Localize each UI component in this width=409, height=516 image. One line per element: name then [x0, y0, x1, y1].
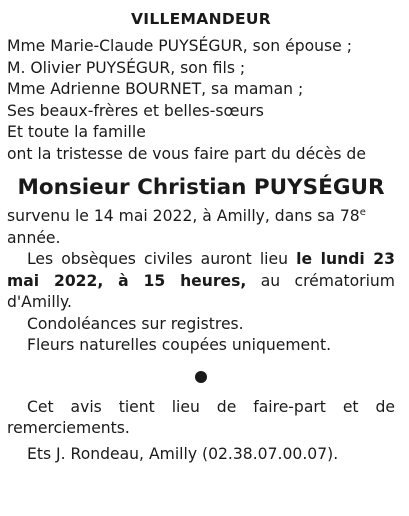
- funeral-date: le lundi 23 mai 2022, à 15 heures,: [7, 250, 395, 290]
- family-line-announcement: ont la tristesse de vous faire part du décès de: [7, 144, 366, 163]
- funeral-text-after: au crématorium d'Amilly.: [7, 271, 395, 311]
- separator-bullet-icon: [195, 371, 207, 383]
- town-heading: VILLEMANDEUR: [130, 10, 272, 28]
- deceased-name: Monsieur Christian PUYSÉGUR: [17, 175, 385, 200]
- condolences-line: Condoléances sur registres.: [27, 314, 244, 333]
- ordinal-suffix: e: [359, 207, 366, 218]
- family-line-in-laws: Ses beaux-frères et belles-sœurs: [7, 101, 264, 120]
- family-line-spouse: Mme Marie-Claude PUYSÉGUR, son épouse ;: [7, 37, 352, 55]
- death-details: [7, 206, 395, 249]
- closing-line: Cet avis tient lieu de faire-part et de remerciements.: [7, 397, 395, 437]
- family-line-family: Et toute la famille: [7, 123, 146, 141]
- flowers-line: Fleurs naturelles coupées uniquement.: [27, 336, 332, 354]
- family-line-son: M. Olivier PUYSÉGUR, son fils ;: [7, 58, 246, 77]
- funeral-details: [7, 249, 395, 314]
- death-text: survenu le 14 mai 2022, à Amilly, dans sa 78: [7, 207, 360, 225]
- funeral-home-line: Ets J. Rondeau, Amilly (02.38.07.00.07).: [27, 444, 339, 463]
- death-text-end: année.: [7, 228, 61, 247]
- family-line-mother: Mme Adrienne BOURNET, sa maman ;: [7, 80, 304, 98]
- funeral-text-before: Les obsèques civiles auront lieu: [27, 250, 297, 268]
